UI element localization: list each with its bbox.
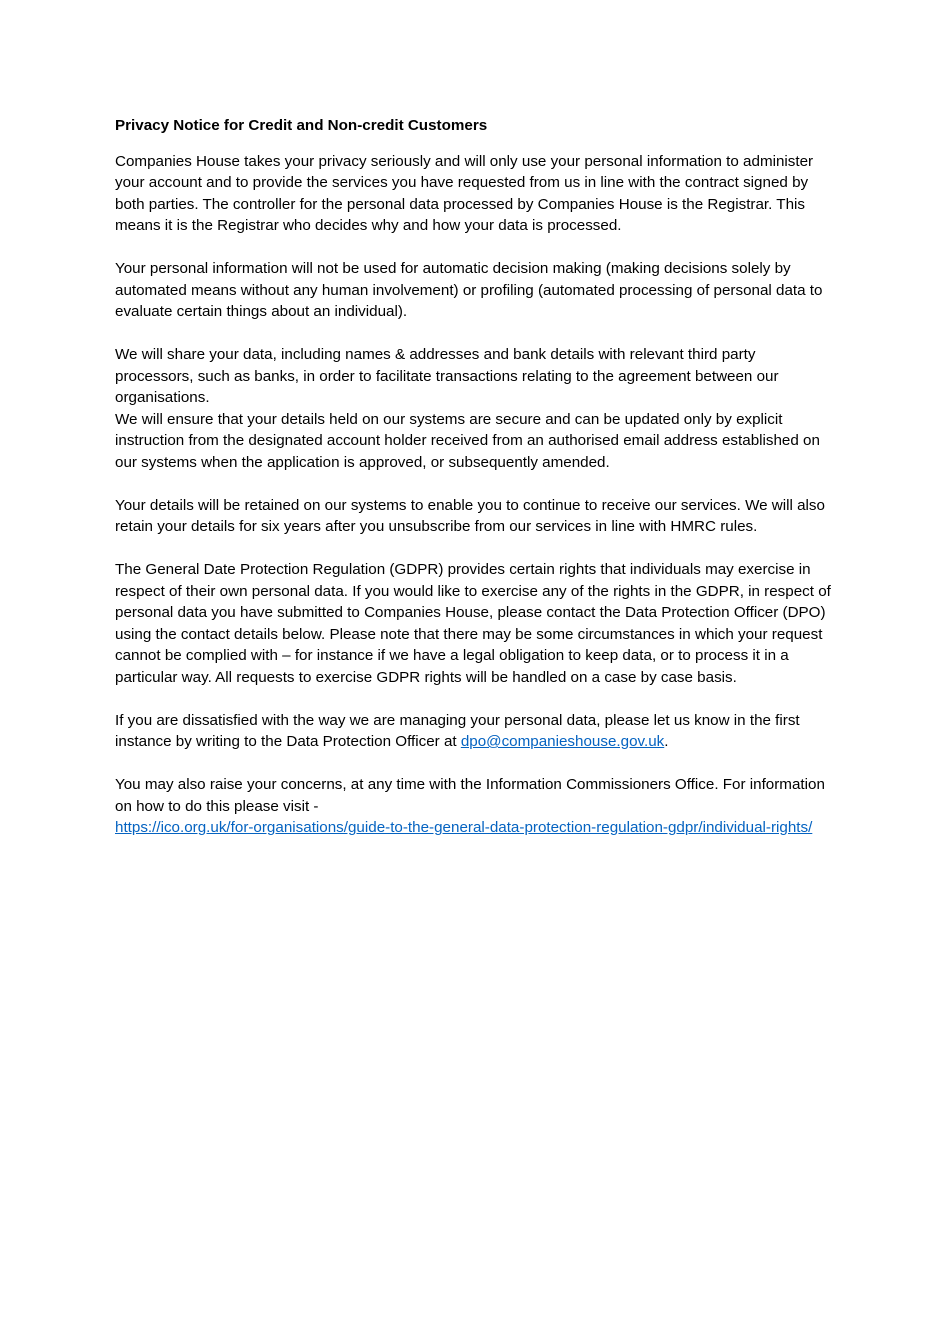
paragraph-gdpr-rights: The General Date Protection Regulation (GDPR) provides certain rights that individuals may exercise in respect of their own personal data. If you would like to exercise any of the rights in the GDPR, in respect of personal data you have submitted to Companies House, please contact the Data Protection Officer (DPO) using the contact details below. Please note that there may be some circumstances in which your request cannot be complied with – for instance if we have a legal obligation to keep data, or to process it in a particular way. All requests to exercise GDPR rights will be handled on a case by case basis. [115,561,831,686]
paragraph-privacy-intro: Companies House takes your privacy seriously and will only use your personal information to administer your account and to provide the services you have requested from us in line with the contract signed by both parties. The controller for the personal data processed by Companies House is the Registrar. This means it is the Registrar who decides why and how your data is processed. [115,152,814,234]
document-page [115,115,837,860]
document-title: Privacy Notice for Credit and Non-credit Customers [115,117,488,134]
dissatisfied-end: . [664,733,669,750]
paragraph-data-retention: Your details will be retained on our systems to enable you to continue to receive our services. We will also retain your details for six years after you unsubscribe from our services in line with HMRC rules. [115,496,825,535]
dissatisfied-text: If you are dissatisfied with the way we are managing your personal data, please let us know in the first instance by writing to the Data Protection Officer at [115,711,800,750]
ico-guide-link[interactable]: https://ico.org.uk/for-organisations/guide-to-the-general-data-protection-regulation-gdpr/individual-rights/ [115,819,813,836]
ico-text: You may also raise your concerns, at any time with the Information Commissioners Office. For information on how to do this please visit - [115,776,825,815]
paragraph-dissatisfied [115,710,837,753]
paragraph-data-sharing: We will share your data, including names & addresses and bank details with relevant third party processors, such as banks, in order to facilitate transactions relating to the agreement between our organisations. [115,346,779,406]
paragraph-automatic-decision: Your personal information will not be used for automatic decision making (making decisions solely by automated means without any human involvement) or profiling (automated processing of personal data to evaluate certain things about an individual). [115,260,823,320]
dpo-email-link[interactable]: dpo@companieshouse.gov.uk [460,733,665,750]
paragraph-ico-concerns [115,774,837,839]
paragraph-data-security: We will ensure that your details held on our systems are secure and can be updated only by explicit instruction from the designated account holder received from an authorised email address established on our systems when the application is approved, or subsequently amended. [115,410,820,471]
